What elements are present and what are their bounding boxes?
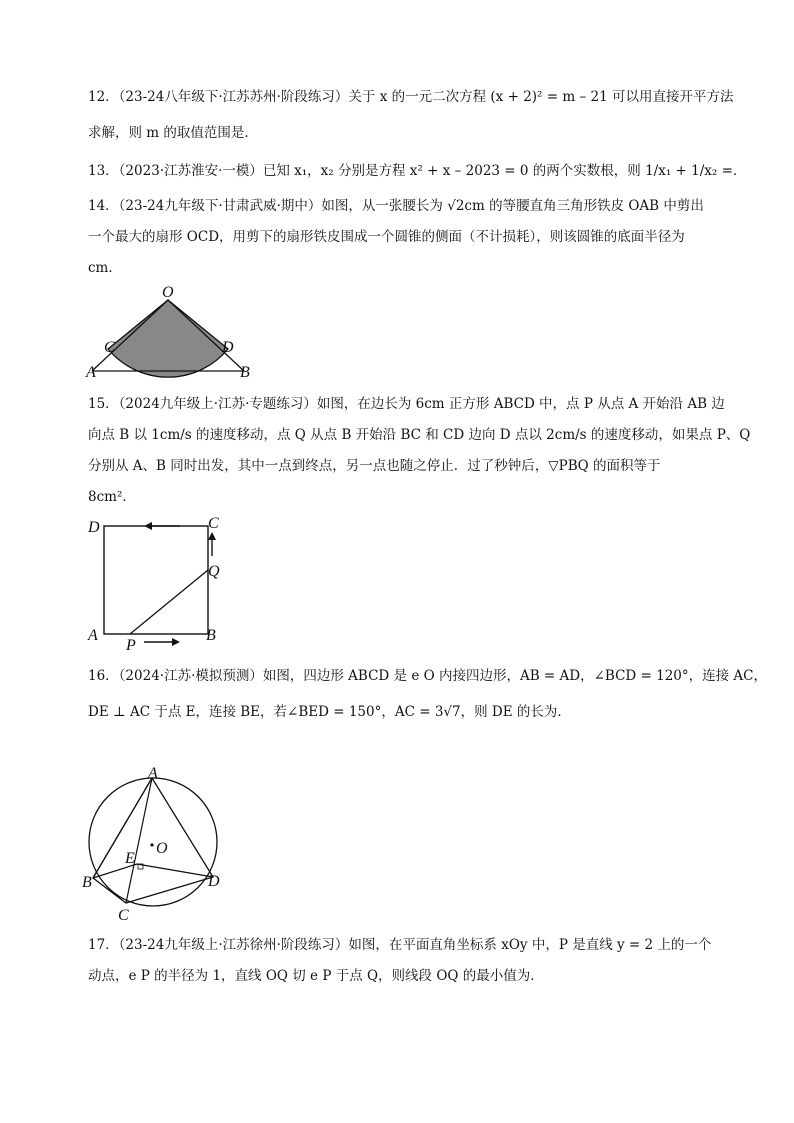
- arrow-top-head: [144, 522, 152, 530]
- arrow-right-head: [208, 532, 216, 540]
- segment-ab: [93, 778, 152, 878]
- q12-line-1: 12．（23-24八年级下·江苏苏州·阶段练习）关于 x 的一元二次方程 (x + 2)² = m – 21 可以用直接开平方法: [88, 89, 734, 105]
- label-b: B: [206, 627, 216, 644]
- segment-ac: [126, 778, 152, 903]
- q14-line-3: cm．: [88, 260, 122, 276]
- q15-line-3: 分别从 A、B 同时出发，其中一点到终点，另一点也随之停止．过了秒钟后，▽PBQ 的面积等于: [88, 458, 661, 474]
- q14-figure: [80, 285, 260, 380]
- segment-pq: [130, 570, 208, 634]
- label-p: P: [126, 637, 136, 652]
- center-point: [150, 843, 153, 846]
- q13-line-1: 13．（2023·江苏淮安·一模）已知 x₁，x₂ 分别是方程 x² + x – 2023 = 0 的两个实数根，则 1/x₁ + 1/x₂ =．: [88, 163, 747, 179]
- circle-o: [89, 778, 217, 906]
- label-c: C: [104, 339, 115, 356]
- q17-line-1: 17．（23-24九年级上·江苏徐州·阶段练习）如图，在平面直角坐标系 xOy 中，P 是直线 y = 2 上的一个: [88, 937, 712, 953]
- label-a: A: [88, 627, 98, 644]
- label-b: B: [240, 364, 250, 380]
- label-o: O: [162, 285, 174, 301]
- label-a: A: [86, 364, 96, 380]
- q15-figure: [82, 512, 232, 652]
- label-c: C: [208, 515, 219, 532]
- label-b: B: [82, 874, 92, 891]
- label-c: C: [118, 907, 129, 924]
- label-d: D: [222, 339, 234, 356]
- square-abcd: [104, 526, 208, 634]
- arrow-bottom-head: [172, 638, 180, 646]
- label-e: E: [125, 850, 135, 867]
- q16-figure: [80, 760, 250, 925]
- label-a: A: [148, 765, 158, 782]
- label-d: D: [88, 519, 100, 536]
- q14-line-2: 一个最大的扇形 OCD，用剪下的扇形铁皮围成一个圆锥的侧面（不计损耗），则该圆锥的底面半径为: [88, 229, 685, 245]
- segment-de: [137, 864, 213, 877]
- q14-line-1: 14．（23-24九年级下·甘肃武威·期中）如图，从一张腰长为 √2cm 的等腰直角三角形铁皮 OAB 中剪出: [88, 198, 704, 214]
- q15-line-1: 15．（2024九年级上·江苏·专题练习）如图，在边长为 6cm 正方形 ABCD 中，点 P 从点 A 开始沿 AB 边: [88, 396, 725, 412]
- label-q: Q: [208, 563, 220, 580]
- q16-line-1: 16．（2024·江苏·模拟预测）如图，四边形 ABCD 是 e O 内接四边形，AB = AD，∠BCD = 120°，连接 AC，: [88, 668, 768, 684]
- quad-abcd: [93, 778, 213, 903]
- label-o: O: [156, 840, 168, 857]
- q17-line-2: 动点，e P 的半径为 1，直线 OQ 切 e P 于点 Q，则线段 OQ 的最小值为．: [88, 968, 544, 984]
- q12-line-2: 求解，则 m 的取值范围是.: [88, 125, 249, 141]
- label-d: D: [208, 873, 220, 890]
- q15-line-4: 8cm²．: [88, 489, 136, 505]
- q16-line-2: DE ⊥ AC 于点 E，连接 BE，若∠BED = 150°，AC = 3√7，则 DE 的长为．: [88, 704, 571, 720]
- q15-line-2: 向点 B 以 1cm/s 的速度移动，点 Q 从点 B 开始沿 BC 和 CD 边向 D 点以 2cm/s 的速度移动，如果点 P、Q: [88, 427, 751, 443]
